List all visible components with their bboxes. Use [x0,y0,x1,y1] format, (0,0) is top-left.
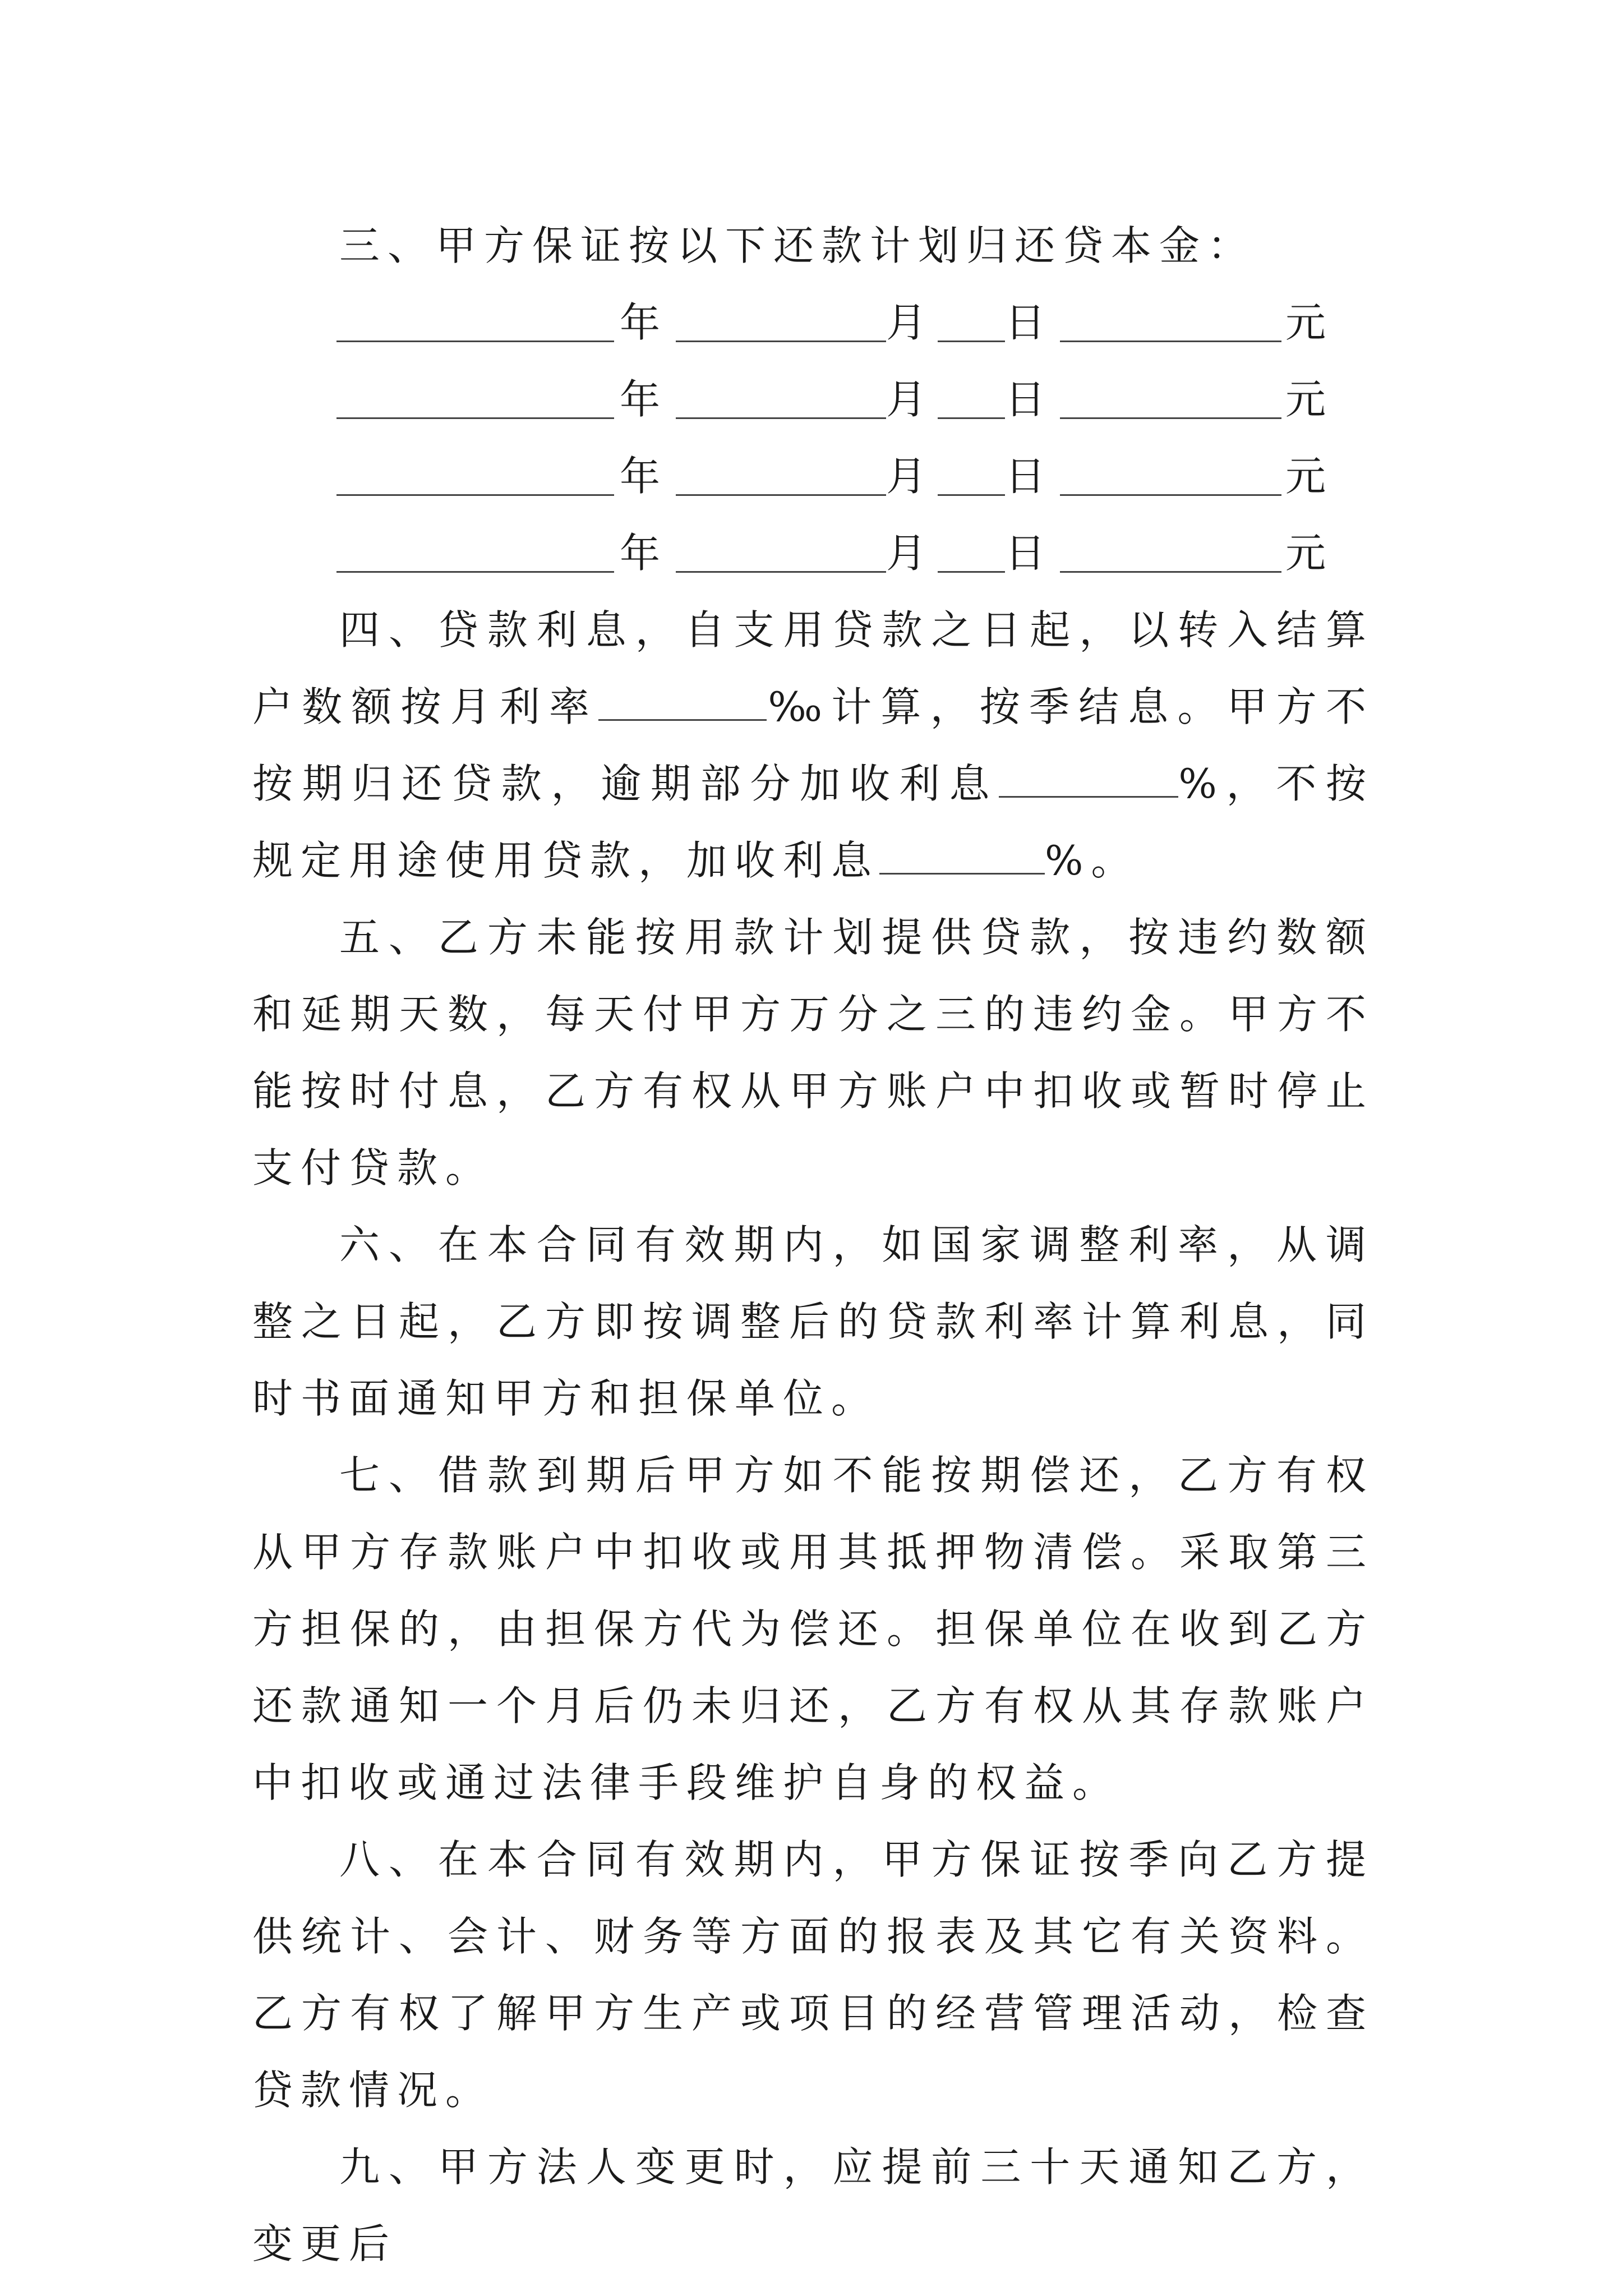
section-5-penalty: 五、乙方未能按用款计划提供贷款，按违约数额和延期天数，每天付甲方万分之三的违约金。甲方不能按时付息，乙方有权从甲方账户中扣收或暂时停止支付贷款。 [252,914,1374,1191]
section-8-reporting: 八、在本合同有效期内，甲方保证按季向乙方提供统计、会计、财务等方面的报表及其它有关资料。乙方有权了解甲方生产或项目的经营管理活动，检查贷款情况。 [252,1836,1374,2114]
repayment-schedule [252,284,1374,592]
section-7-repayment-default: 七、借款到期后甲方如不能按期偿还，乙方有权从甲方存款账户中扣收或用其抵押物清偿。采取第三方担保的，由担保方代为偿还。担保单位在收到乙方还款通知一个月后仍未归还，乙方有权从其存款账户中扣收或通过法律手段维护自身的权益。 [252,1452,1374,1806]
year-blank[interactable] [336,571,614,573]
section-9-legal-change: 九、甲方法人变更时，应提前三十天通知乙方，变更后 [252,2143,1374,2267]
schedule-row [252,361,1374,438]
day-blank[interactable] [938,494,1005,496]
day-label: 日 [1005,376,1046,423]
schedule-row [252,438,1374,515]
month-blank[interactable] [676,571,886,573]
amount-blank[interactable] [1060,571,1281,573]
section-4-text-2: ‰计算，按季结息。甲方不按期归还贷款，逾期部分加收利息 [252,683,1374,807]
year-blank[interactable] [336,341,614,342]
day-label: 日 [1005,453,1046,500]
month-blank[interactable] [676,494,886,496]
month-label: 月 [886,453,927,500]
year-label: 年 [620,453,661,500]
overdue-rate-blank[interactable] [999,762,1178,798]
monthly-rate-blank[interactable] [598,685,767,721]
year-blank[interactable] [336,494,614,496]
month-label: 月 [886,376,927,423]
currency-label: 元 [1285,299,1326,346]
schedule-row [252,284,1374,361]
section-4-text-1: 四、贷款利息，自支用贷款之日起，以转入结算户数额按月利率 [252,606,1374,730]
amount-blank[interactable] [1060,417,1281,419]
section-3-heading: 三、甲方保证按以下还款计划归还贷本金： [339,222,1256,269]
year-label: 年 [620,530,661,577]
day-label: 日 [1005,530,1046,577]
misuse-rate-blank[interactable] [879,839,1045,875]
day-blank[interactable] [938,571,1005,573]
section-4-text-4: %。 [1045,837,1140,884]
currency-label: 元 [1285,453,1326,500]
document-page [252,208,1374,2283]
day-blank[interactable] [938,417,1005,419]
year-blank[interactable] [336,417,614,419]
currency-label: 元 [1285,530,1326,577]
amount-blank[interactable] [1060,341,1281,342]
year-label: 年 [620,299,661,346]
section-4-text-3: %，不按规定用途使用贷款，加收利息 [252,760,1374,884]
amount-blank[interactable] [1060,494,1281,496]
currency-label: 元 [1285,376,1326,423]
month-label: 月 [886,530,927,577]
section-6-rate-adjustment: 六、在本合同有效期内，如国家调整利率，从调整之日起，乙方即按调整后的贷款利率计算利息，同时书面通知甲方和担保单位。 [252,1221,1374,1422]
day-label: 日 [1005,299,1046,346]
year-label: 年 [620,376,661,423]
section-4-interest [252,592,1374,899]
month-blank[interactable] [676,417,886,419]
month-label: 月 [886,299,927,346]
day-blank[interactable] [938,341,1005,342]
month-blank[interactable] [676,341,886,342]
schedule-row [252,515,1374,592]
